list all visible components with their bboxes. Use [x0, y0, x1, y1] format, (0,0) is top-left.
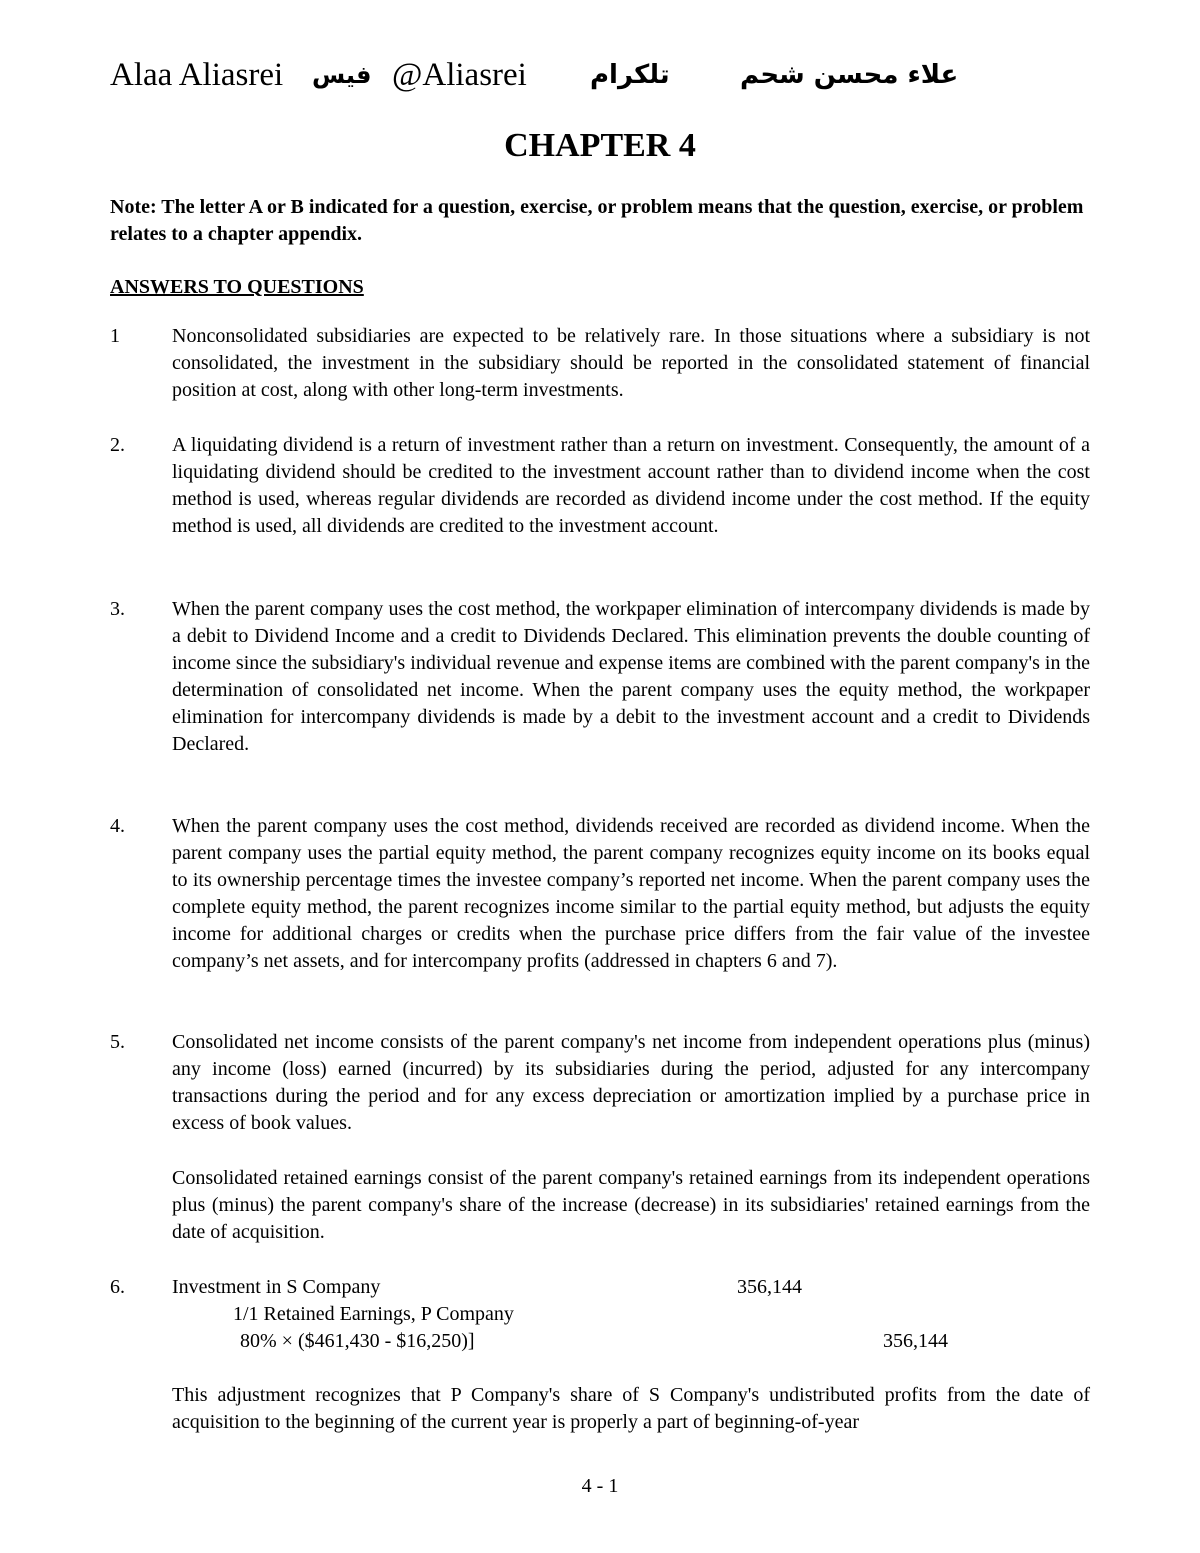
chapter-title: CHAPTER 4: [504, 127, 696, 164]
answer-item: [110, 1029, 1090, 1137]
answer-text: A liquidating dividend is a return of investment rather than a return on investment. Consequently, the amount of a liquidating dividend should be credited to the investment account rather than to dividend income when the cost method is used, whereas regular dividends are recorded as dividend income under the cost method. If the equity method is used, all dividends are credited to the investment account.: [172, 434, 1090, 537]
credit-account: 1/1 Retained Earnings, P Company: [233, 1303, 514, 1325]
author-arabic-name: علاء محسن شحم: [740, 60, 959, 90]
answer-number: 2.: [110, 434, 125, 456]
answer-number: 6.: [110, 1276, 125, 1298]
page-number: 4 - 1: [581, 1475, 619, 1497]
answer-number: 1: [110, 325, 120, 347]
answer-number: 5.: [110, 1031, 125, 1053]
section-title: ANSWERS TO QUESTIONS: [110, 276, 364, 298]
answer-text: Consolidated retained earnings consist of the parent company's retained earnings from its independent operations plus (minus) the parent company's share of the increase (decrease) in its subsidiaries' retained earnings from the date of acquisition.: [172, 1167, 1090, 1243]
answer-text: Consolidated net income consists of the parent company's net income from independent operations plus (minus) any income (loss) earned (incurred) by its subsidiaries during the period, adjusted for any intercompany transactions during the period and for any excess depreciation or amortization implied by a purchase price in excess of book values.: [172, 1031, 1090, 1134]
answer-text: Nonconsolidated subsidiaries are expected to be relatively rare. In those situations where a subsidiary is not consolidated, the investment in the subsidiary should be reported in the consolidated statement of financial position at cost, along with other long-term investments.: [172, 325, 1090, 401]
answer-text: When the parent company uses the cost method, dividends received are recorded as dividend income. When the parent company uses the partial equity method, the parent company recognizes equity income on its books equal to its ownership percentage times the investee company’s reported net income. When the parent company uses the complete equity method, the parent recognizes income similar to the partial equity method, but adjusts the equity income for additional charges or credits when the purchase price differs from the fair value of the investee company’s net assets, and for intercompany profits (addressed in chapters 6 and 7).: [172, 815, 1090, 972]
answer-explanation: [110, 1382, 1090, 1436]
author-name: Alaa Aliasrei: [110, 57, 284, 93]
answer-item-continued: [110, 1165, 1090, 1246]
answer-number: 4.: [110, 815, 125, 837]
answer-item: [110, 432, 1090, 540]
facebook-label: فيس: [312, 61, 372, 89]
answer-item: [110, 813, 1090, 975]
answer-item: [110, 596, 1090, 758]
credit-amount: 356,144: [883, 1330, 948, 1352]
credit-calculation: 80% × ($461,430 - $16,250)]: [240, 1330, 475, 1352]
page-header: [110, 50, 1110, 100]
telegram-label: تلكرام: [590, 60, 670, 90]
debit-account: Investment in S Company: [172, 1276, 381, 1298]
journal-entry: [110, 1274, 1090, 1364]
answer-text: This adjustment recognizes that P Company's share of S Company's undistributed profits from the date of acquisition to the beginning of the current year is properly a part of beginning-of-year: [172, 1384, 1090, 1433]
answer-item: [110, 323, 1090, 404]
answer-text: When the parent company uses the cost method, the workpaper elimination of intercompany dividends is made by a debit to Dividend Income and a credit to Dividends Declared. This elimination prevents the double counting of income since the subsidiary's individual revenue and expense items are combined with the parent company's in the determination of consolidated net income. When the parent company uses the equity method, the workpaper elimination for intercompany dividends is made by a debit to the investment account and a credit to Dividends Declared.: [172, 598, 1090, 755]
appendix-note: Note: The letter A or B indicated for a question, exercise, or problem means that the question, exercise, or problem relates to a chapter appendix.: [110, 196, 1084, 245]
answer-number: 3.: [110, 598, 125, 620]
author-handle: @Aliasrei: [392, 57, 527, 93]
debit-amount: 356,144: [737, 1276, 802, 1298]
